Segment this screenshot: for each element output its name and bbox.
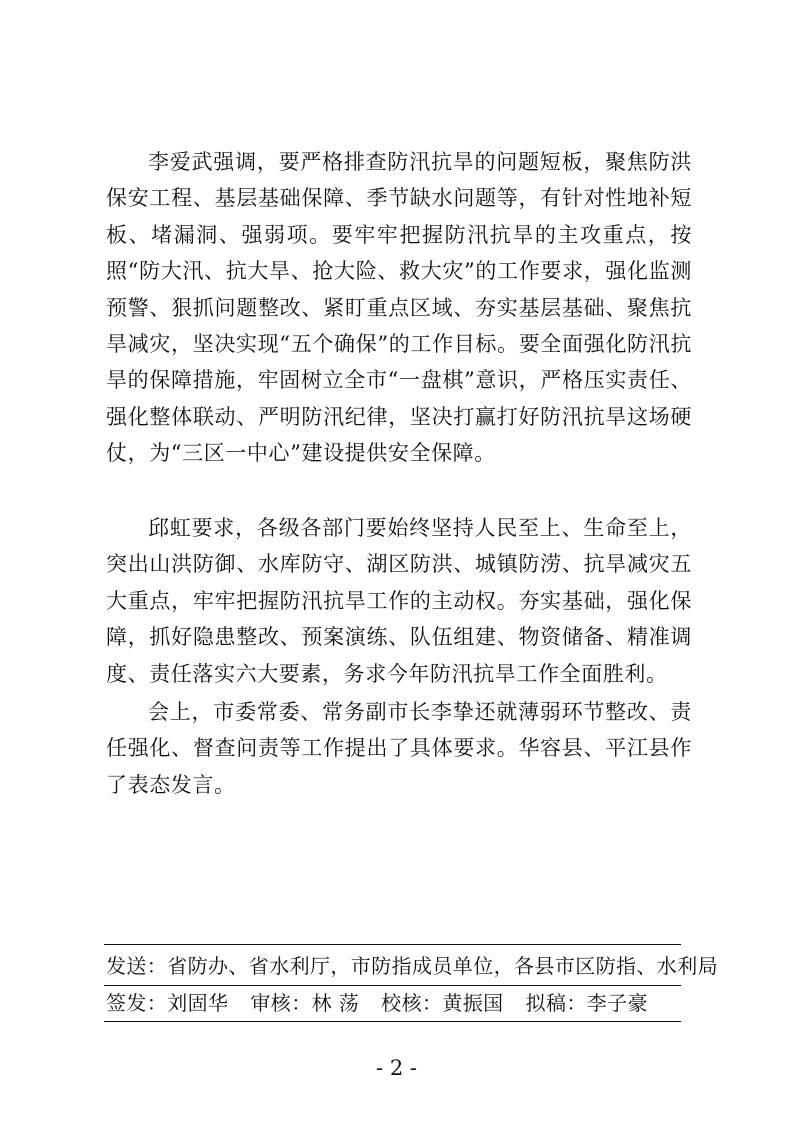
send-label: 发送：	[106, 954, 168, 978]
issuer-name: 刘固华	[167, 991, 229, 1015]
body-paragraph-1: 李爱武强调，要严格排查防汛抗旱的问题短板，聚焦防洪保安工程、基层基础保障、季节缺水问题等，有针对性地补短板、堵漏洞、强弱项。要牢牢把握防汛抗旱的主攻重点，按照“防大汛、抗大旱、抢大险、救大灾”的工作要求，强化监测预警、狠抓问题整改、紧盯重点区域、夯实基层基础、聚焦抗旱减灾，坚决实现“五个确保”的工作目标。要全面强化防汛抗旱的保障措施，牢固树立全市“一盘棋”意识，严格压实责任、强化整体联动、严明防汛纪律，坚决打赢打好防汛抗旱这场硬仗，为“三区一中心”建设提供安全保障。	[106, 150, 692, 466]
footer-rule-top	[104, 944, 681, 945]
body-paragraph-3: 会上，市委常委、常务副市长李挚还就薄弱环节整改、责任强化、督查问责等工作提出了具体要求。华容县、平江县作了表态发言。	[106, 700, 692, 797]
send-recipients: 省防办、省水利厅，市防指成员单位，各县市区防指、水利局	[167, 954, 719, 978]
footer-rule-bottom	[104, 1021, 681, 1022]
reviewer-name: 林 荡	[311, 991, 360, 1015]
drafter-name: 李子豪	[586, 991, 648, 1015]
page-number: - 2 -	[376, 1056, 417, 1080]
signoff-row	[106, 989, 648, 1017]
footer-rule-middle	[104, 985, 681, 986]
reviewer-label: 审核：	[250, 991, 312, 1015]
distribution-row	[106, 952, 718, 980]
checker-name: 黄振国	[442, 991, 504, 1015]
drafter-label: 拟稿：	[525, 991, 587, 1015]
issuer-label: 签发：	[106, 991, 168, 1015]
checker-label: 校核：	[381, 991, 443, 1015]
body-paragraph-2: 邱虹要求，各级各部门要始终坚持人民至上、生命至上，突出山洪防御、水库防守、湖区防洪、城镇防涝、抗旱减灾五大重点，牢牢把握防汛抗旱工作的主动权。夯实基础，强化保障，抓好隐患整改、预案演练、队伍组建、物资储备、精准调度、责任落实六大要素，务求今年防汛抗旱工作全面胜利。	[106, 516, 692, 686]
